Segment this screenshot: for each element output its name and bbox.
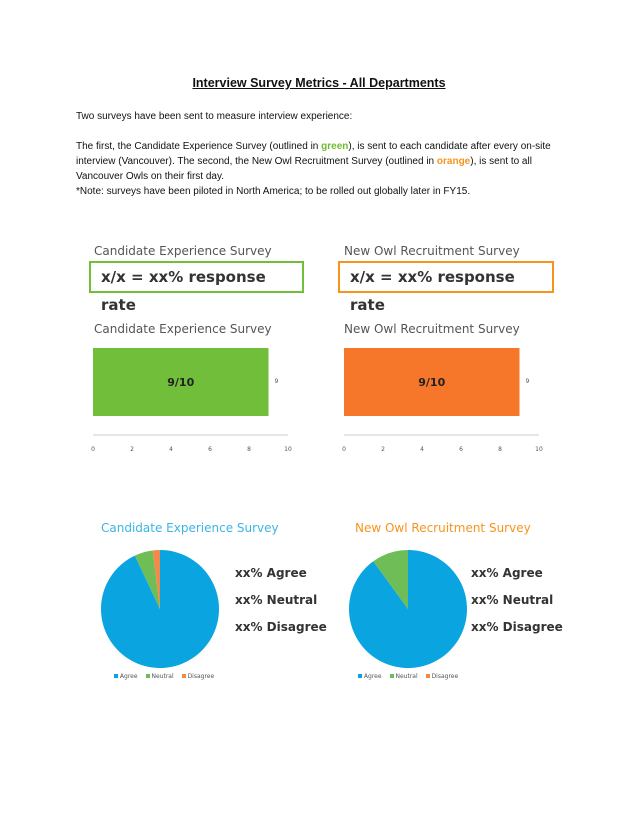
bar-end-label: 9 bbox=[274, 378, 279, 385]
page-title: Interview Survey Metrics - All Departments bbox=[192, 76, 446, 90]
bar-tick-label: 0 bbox=[342, 446, 346, 453]
orange-word: orange bbox=[436, 156, 471, 167]
pie-right-disagree-label: xx% Disagree bbox=[471, 620, 563, 634]
bar-data-label: 9/10 bbox=[167, 376, 195, 389]
bar-tick-label: 4 bbox=[420, 446, 424, 453]
bar-tick-label: 2 bbox=[130, 446, 134, 453]
bar-tick-label: 6 bbox=[208, 446, 212, 453]
bar-tick-label: 6 bbox=[459, 446, 463, 453]
legend-label: Neutral bbox=[151, 673, 174, 680]
pie-right-legend bbox=[358, 673, 458, 680]
legend-label: Disagree bbox=[431, 673, 459, 680]
bar-end-label: 9 bbox=[525, 378, 530, 385]
bar-data-label: 9/10 bbox=[418, 376, 446, 389]
legend-neutral-right bbox=[390, 673, 418, 680]
bar-tick-label: 8 bbox=[498, 446, 502, 453]
rate-box-left: x/x = xx% response rate bbox=[89, 261, 304, 293]
legend-swatch bbox=[358, 674, 362, 678]
pie-right-agree-label: xx% Agree bbox=[471, 566, 543, 580]
legend-swatch bbox=[146, 674, 150, 678]
pie-left-disagree-label: xx% Disagree bbox=[235, 620, 327, 634]
legend-label: Neutral bbox=[395, 673, 418, 680]
bar-tick-label: 2 bbox=[381, 446, 385, 453]
legend-label: Agree bbox=[119, 673, 138, 680]
rate-title-right: New Owl Recruitment Survey bbox=[344, 244, 520, 258]
legend-neutral-left bbox=[146, 673, 174, 680]
bar-chart-right bbox=[336, 340, 556, 460]
bar-tick-label: 10 bbox=[284, 446, 292, 453]
pie-title-right: New Owl Recruitment Survey bbox=[355, 521, 531, 535]
green-word: green bbox=[321, 141, 349, 152]
legend-label: Agree bbox=[363, 673, 382, 680]
note-paragraph: *Note: surveys have been piloted in North America; to be rolled out globally later in FY15. bbox=[76, 186, 471, 197]
pie-left-legend bbox=[114, 673, 214, 680]
bar-tick-label: 10 bbox=[535, 446, 543, 453]
pie-chart-left bbox=[98, 547, 222, 671]
desc-text-1: The first, the Candidate Experience Survey (outlined in bbox=[76, 141, 322, 152]
description-paragraph bbox=[76, 139, 576, 184]
legend-disagree-left bbox=[182, 673, 215, 680]
desc-text-2: ), is sent to each candidate after every on-site interview (Vancouver). The second, the New Owl Recruitment Survey (outlined in bbox=[76, 141, 551, 167]
legend-label: Disagree bbox=[187, 673, 215, 680]
bar-tick-label: 4 bbox=[169, 446, 173, 453]
desc-text-3: ), is sent to all Vancouver Owls on their first day. bbox=[76, 156, 532, 182]
rate-box-right: x/x = xx% response rate bbox=[338, 261, 554, 293]
intro-paragraph: Two surveys have been sent to measure interview experience: bbox=[76, 111, 353, 122]
bar-chart-left bbox=[85, 340, 305, 460]
rate-title-left: Candidate Experience Survey bbox=[94, 244, 272, 258]
legend-disagree-right bbox=[426, 673, 459, 680]
bar-tick-label: 0 bbox=[91, 446, 95, 453]
pie-title-left: Candidate Experience Survey bbox=[101, 521, 279, 535]
bar-title-left: Candidate Experience Survey bbox=[94, 322, 272, 336]
legend-agree-right bbox=[358, 673, 382, 680]
bar-title-right: New Owl Recruitment Survey bbox=[344, 322, 520, 336]
pie-chart-right bbox=[346, 547, 470, 671]
pie-right-neutral-label: xx% Neutral bbox=[471, 593, 554, 607]
legend-swatch bbox=[182, 674, 186, 678]
legend-swatch bbox=[114, 674, 118, 678]
pie-left-agree-label: xx% Agree bbox=[235, 566, 307, 580]
bar-tick-label: 8 bbox=[247, 446, 251, 453]
legend-swatch bbox=[390, 674, 394, 678]
legend-agree-left bbox=[114, 673, 138, 680]
legend-swatch bbox=[426, 674, 430, 678]
pie-left-neutral-label: xx% Neutral bbox=[235, 593, 318, 607]
